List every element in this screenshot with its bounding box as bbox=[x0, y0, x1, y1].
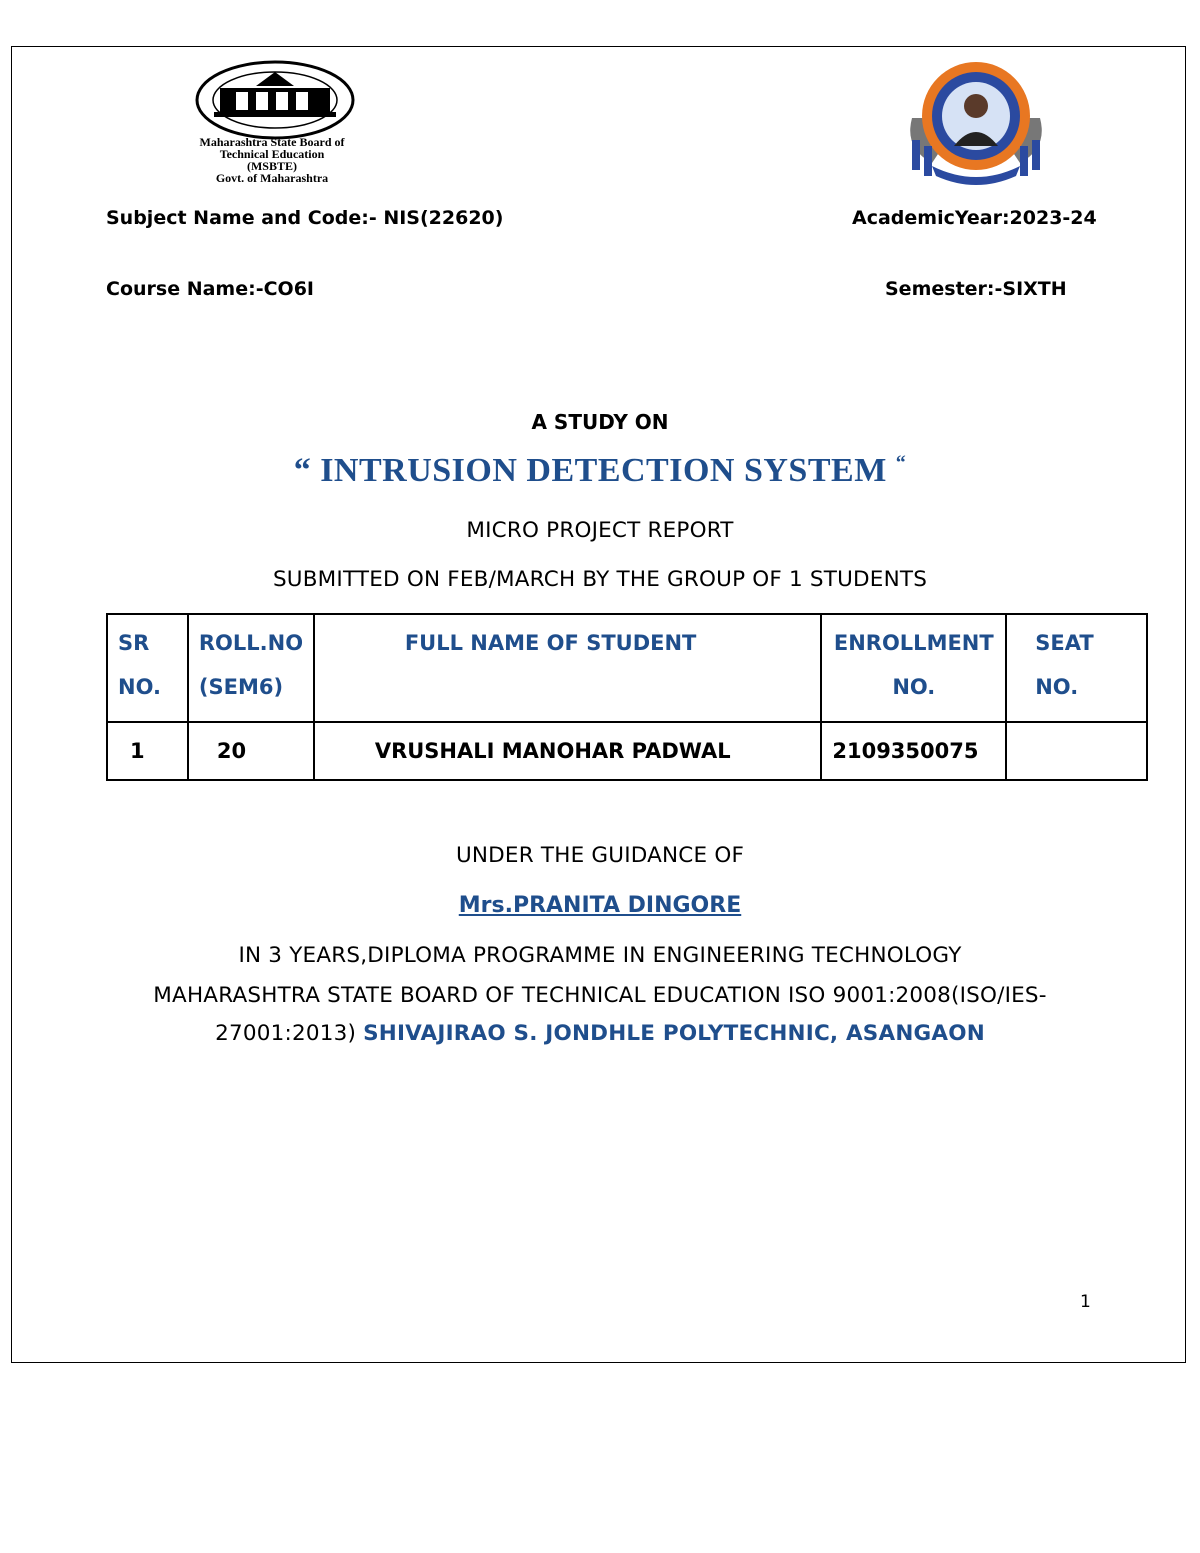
header-roll-no bbox=[188, 614, 314, 722]
header-line: NO. bbox=[1035, 675, 1079, 699]
title-close-quote: “ bbox=[895, 452, 907, 474]
report-type: MICRO PROJECT REPORT bbox=[466, 518, 734, 543]
header-enrollment-no bbox=[821, 614, 1006, 722]
header-line: SEAT bbox=[1035, 631, 1094, 655]
iso-suffix: 27001:2013) bbox=[215, 1021, 364, 1046]
institute-name: SHIVAJIRAO S. JONDHLE POLYTECHNIC, ASANGAON bbox=[363, 1021, 985, 1046]
subject-name-code: Subject Name and Code:- NIS(22620) bbox=[106, 207, 504, 229]
logo-caption-1: Maharashtra State Board of bbox=[199, 135, 345, 149]
study-intro: A STUDY ON bbox=[531, 410, 669, 434]
submitted-line: SUBMITTED ON FEB/MARCH BY THE GROUP OF 1 STUDENTS bbox=[272, 567, 928, 592]
college-emblem-icon bbox=[902, 58, 1050, 190]
header-line: ROLL.NO bbox=[198, 631, 304, 655]
title-open-quote: “ bbox=[293, 452, 312, 489]
college-logo bbox=[902, 58, 1050, 190]
report-title bbox=[0, 452, 1200, 490]
header-line: SR bbox=[118, 631, 150, 655]
page-number: 1 bbox=[1080, 1292, 1091, 1312]
cell-enrollment-no: 2109350075 bbox=[821, 722, 1006, 780]
msbte-logo bbox=[160, 58, 400, 188]
student-table bbox=[106, 613, 1148, 781]
header-line: (SEM6) bbox=[198, 675, 284, 699]
msbte-seal-icon bbox=[160, 58, 400, 188]
board-line: MAHARASHTRA STATE BOARD OF TECHNICAL EDUCATION ISO 9001:2008(ISO/IES- bbox=[153, 983, 1047, 1008]
cell-sr-no: 1 bbox=[107, 722, 188, 780]
cell-roll-no: 20 bbox=[188, 722, 314, 780]
header-seat-no bbox=[1006, 614, 1147, 722]
header-line: FULL NAME OF STUDENT bbox=[404, 631, 697, 655]
academic-year: AcademicYear:2023-24 bbox=[852, 207, 1097, 229]
guide-name: Mrs.PRANITA DINGORE bbox=[458, 893, 742, 918]
course-name: Course Name:-CO6I bbox=[106, 278, 314, 300]
institute-line bbox=[0, 1021, 1200, 1046]
guidance-label: UNDER THE GUIDANCE OF bbox=[455, 843, 745, 868]
cell-student-name: VRUSHALI MANOHAR PADWAL bbox=[314, 722, 822, 780]
title-text: INTRUSION DETECTION SYSTEM bbox=[311, 452, 896, 489]
table-row bbox=[107, 722, 1147, 780]
table-header-row bbox=[107, 614, 1147, 722]
logo-caption-3: (MSBTE) bbox=[246, 159, 298, 173]
semester: Semester:-SIXTH bbox=[885, 278, 1067, 300]
programme-line: IN 3 YEARS,DIPLOMA PROGRAMME IN ENGINEERING TECHNOLOGY bbox=[238, 943, 962, 968]
header-line: NO. bbox=[118, 675, 161, 699]
logo-caption-4: Govt. of Maharashtra bbox=[215, 171, 329, 185]
header-line: ENROLLMENT bbox=[833, 631, 994, 655]
guide-name-line bbox=[0, 893, 1200, 918]
header-sr-no bbox=[107, 614, 188, 722]
logo-caption-2: Technical Education bbox=[219, 147, 325, 161]
header-line: NO. bbox=[892, 675, 936, 699]
header-full-name bbox=[314, 614, 822, 722]
cell-seat-no bbox=[1006, 722, 1147, 780]
